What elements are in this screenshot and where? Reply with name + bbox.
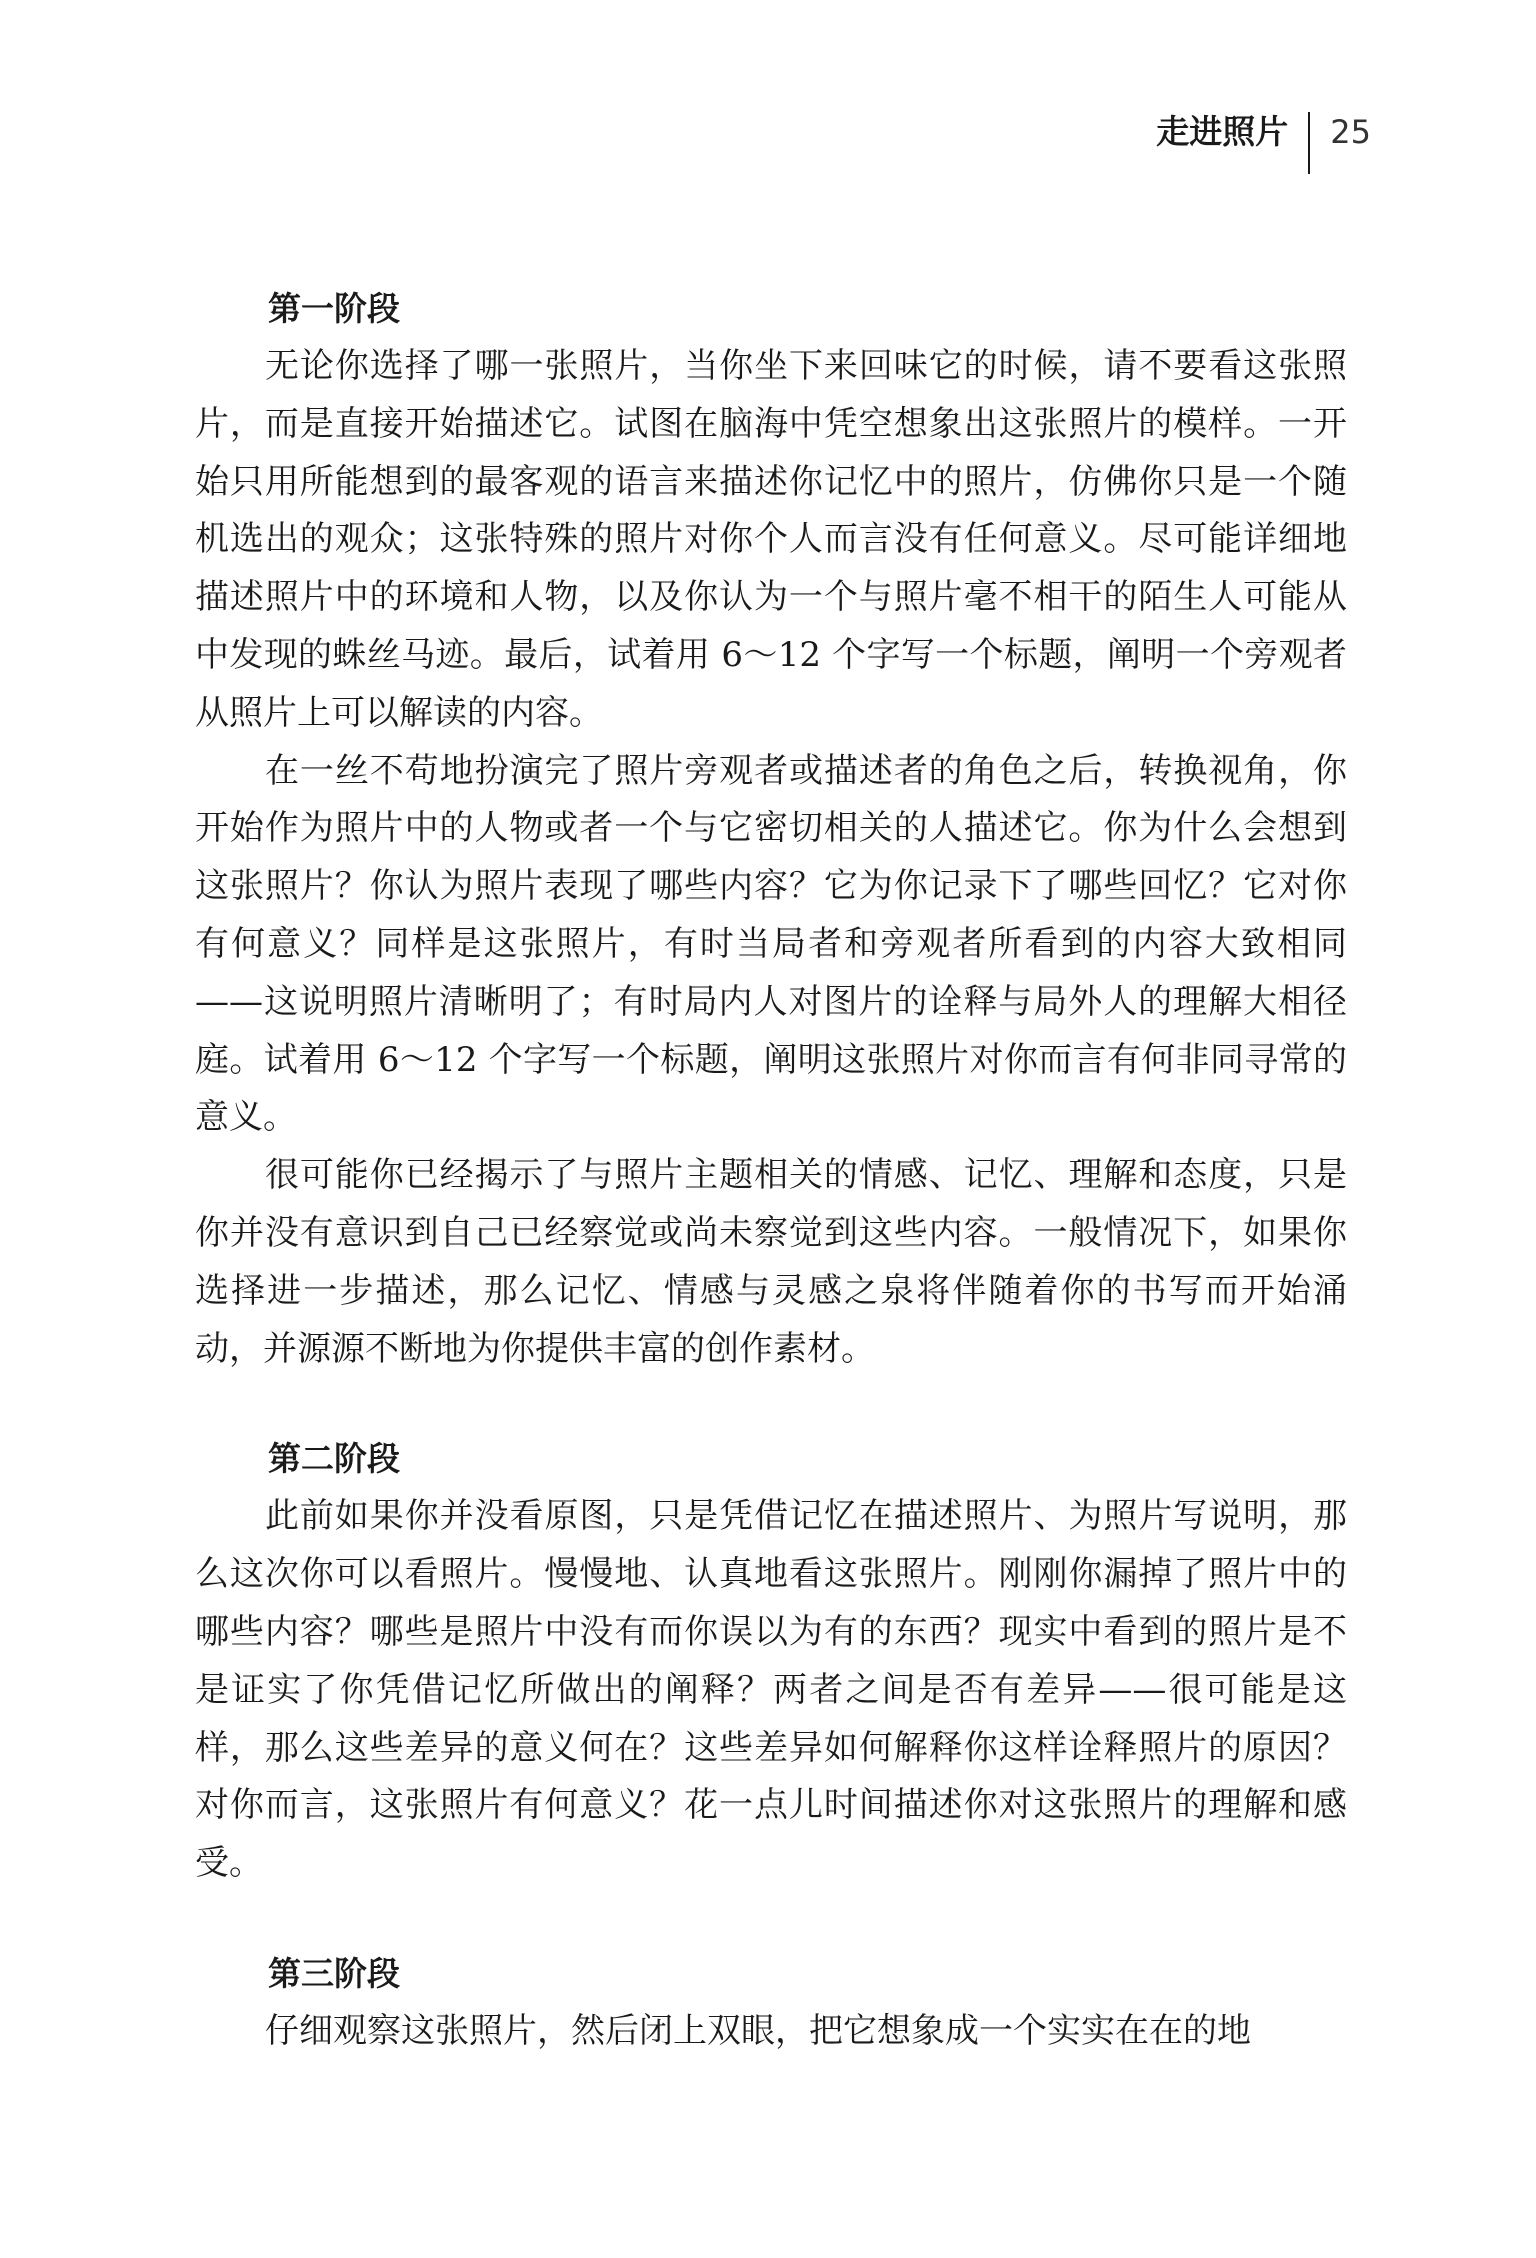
- paragraph: 很可能你已经揭示了与照片主题相关的情感、记忆、理解和态度，只是你并没有意识到自己已经察觉或尚未察觉到这些内容。一般情况下，如果你选择进一步描述，那么记忆、情感与灵感之泉将伴随着你的书写而开始涌动，并源源不断地为你提供丰富的创作素材。: [195, 1155, 1347, 1369]
- paragraph: 此前如果你并没看原图，只是凭借记忆在描述照片、为照片写说明，那么这次你可以看照片。慢慢地、认真地看这张照片。刚刚你漏掉了照片中的哪些内容？哪些是照片中没有而你误以为有的东西？现实中看到的照片是不是证实了你凭借记忆所做出的阐释？两者之间是否有差异——很可能是这样，那么这些差异的意义何在？这些差异如何解释你这样诠释照片的原因？对你而言，这张照片有何意义？花一点儿时间描述你对这张照片的理解和感受。: [195, 1496, 1347, 1884]
- running-header: [1156, 112, 1371, 174]
- paragraph: 在一丝不苟地扮演完了照片旁观者或描述者的角色之后，转换视角，你开始作为照片中的人物或者一个与它密切相关的人描述它。你为什么会想到这张照片？你认为照片表现了哪些内容？它为你记录下了哪些回忆？它对你有何意义？同样是这张照片，有时当局者和旁观者所看到的内容大致相同——这说明照片清晰明了；有时局内人对图片的诠释与局外人的理解大相径庭。试着用 6～12 个字写一个标题，阐明这张照片对你而言有何非同寻常的意义。: [195, 750, 1347, 1138]
- header-divider: [1308, 112, 1310, 174]
- paragraph: 无论你选择了哪一张照片，当你坐下来回味它的时候，请不要看这张照片，而是直接开始描述它。试图在脑海中凭空想象出这张照片的模样。一开始只用所能想到的最客观的语言来描述你记忆中的照片，仿佛你只是一个随机选出的观众；这张特殊的照片对你个人而言没有任何意义。尽可能详细地描述照片中的环境和人物，以及你认为一个与照片毫不相干的陌生人可能从中发现的蛛丝马迹。最后，试着用 6～12 个字写一个标题，阐明一个旁观者从照片上可以解读的内容。: [195, 346, 1347, 733]
- page-number: 25: [1330, 113, 1371, 151]
- page-body: [195, 280, 1347, 2061]
- section-heading-3: 第三阶段: [268, 1953, 400, 1993]
- paragraph: 仔细观察这张照片，然后闭上双眼，把它想象成一个实实在在的地: [265, 2010, 1251, 2051]
- section-heading-1: 第一阶段: [268, 289, 400, 328]
- section-heading-2: 第二阶段: [268, 1439, 400, 1479]
- running-title: 走进照片: [1156, 112, 1289, 151]
